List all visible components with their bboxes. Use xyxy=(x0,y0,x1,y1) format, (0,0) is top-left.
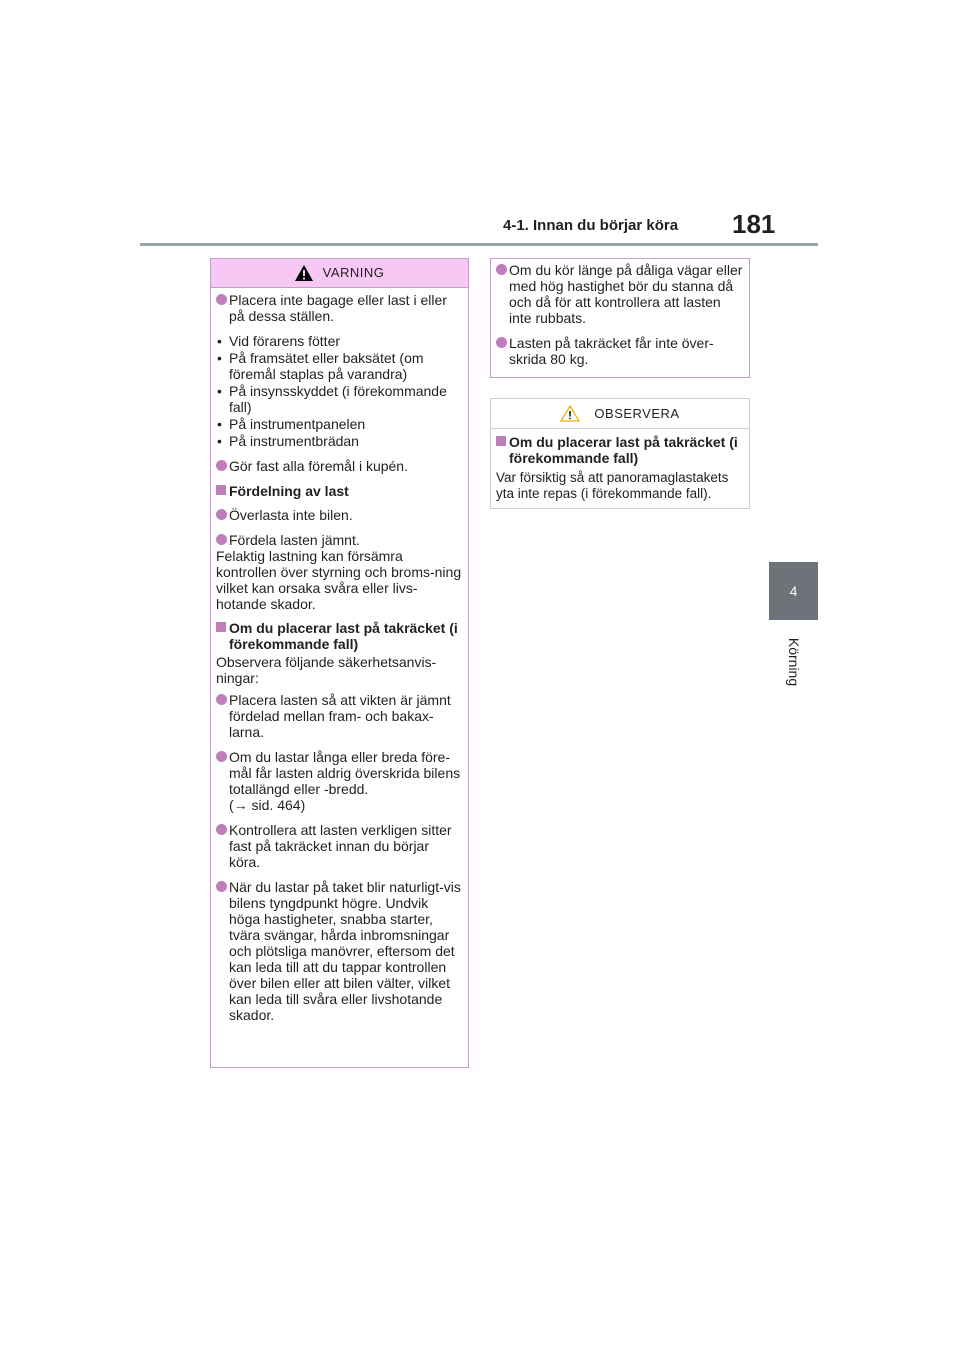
list-item xyxy=(216,292,462,324)
bullet-dot-icon xyxy=(216,534,227,545)
warning-header xyxy=(211,259,468,288)
warning-continuation-content xyxy=(491,259,749,367)
bullet-dot-icon xyxy=(216,460,227,471)
warning-title: VARNING xyxy=(322,265,385,280)
bullet-dot-icon xyxy=(216,694,227,705)
sub-item xyxy=(216,416,462,432)
item-text: Kontrollera att lasten verkligen sitter fast på takräcket innan du börjar köra. xyxy=(229,822,452,870)
list-item xyxy=(216,879,462,1023)
paragraph: Var försiktig så att panoramaglastakets yta inte repas (i förekommande fall). xyxy=(496,470,729,501)
header-divider xyxy=(140,243,818,246)
bullet-dot-icon xyxy=(496,337,507,348)
item-text: Lasten på takräcket får inte över-skrida 80 kg. xyxy=(509,335,714,367)
bullet-dot-icon xyxy=(216,881,227,892)
sub-item xyxy=(216,350,462,382)
caution-triangle-icon xyxy=(560,405,580,422)
page-number: 181 xyxy=(732,209,776,239)
chapter-tab: 4 xyxy=(769,562,818,620)
sub-item xyxy=(216,333,462,349)
sub-item xyxy=(216,383,462,415)
notice-header xyxy=(491,399,749,429)
sub-item xyxy=(216,433,462,449)
heading-text: Om du placerar last på takräcket (i förekommande fall) xyxy=(229,620,458,652)
section-title: 4-1. Innan du börjar köra xyxy=(503,217,679,234)
paragraph: Observera följande säkerhetsanvis-ningar: xyxy=(216,654,437,686)
list-item xyxy=(216,458,462,474)
heading-text: Fördelning av last xyxy=(229,483,349,499)
list-item xyxy=(496,262,743,326)
section-heading xyxy=(216,483,462,499)
sub-item-text: På framsätet eller baksätet (om föremål staplas på varandra) xyxy=(229,350,424,382)
bullet-dot-icon xyxy=(496,264,507,275)
notice-title: OBSERVERA xyxy=(594,405,680,421)
page-reference: (→ sid. 464) xyxy=(229,797,306,813)
section-heading xyxy=(496,434,743,466)
chapter-label-text: Körning xyxy=(786,637,802,687)
heading-square-icon xyxy=(496,436,506,446)
item-text: Gör fast alla föremål i kupén. xyxy=(229,458,408,474)
list-item xyxy=(216,532,462,548)
warning-content xyxy=(211,288,468,1023)
paragraph: Felaktig lastning kan försämra kontrollen över styrning och broms-ning vilket kan orsaka svåra eller livs-hotande skador. xyxy=(216,548,462,612)
bullet-dot-icon xyxy=(216,294,227,305)
item-text: Om du lastar långa eller breda före-mål får lasten aldrig överskrida bilens totallängd eller -bredd. xyxy=(229,749,461,797)
sub-item-text: På instrumentpanelen xyxy=(229,416,366,432)
warning-box xyxy=(210,258,469,1068)
bullet-dot-icon xyxy=(216,824,227,835)
section-heading xyxy=(216,620,462,652)
sub-bullet: • xyxy=(217,350,222,366)
sub-item-text: På insynsskyddet (i förekommande fall) xyxy=(229,383,447,415)
sub-list xyxy=(216,333,462,449)
warning-continuation-box xyxy=(490,258,750,378)
chapter-label xyxy=(776,632,812,692)
sub-bullet: • xyxy=(217,433,222,449)
sub-bullet: • xyxy=(217,383,222,399)
sub-bullet: • xyxy=(217,416,222,432)
list-item xyxy=(216,507,462,523)
item-text: Placera inte bagage eller last i eller på dessa ställen. xyxy=(229,292,447,324)
sub-item-text: Vid förarens fötter xyxy=(229,333,341,349)
list-item xyxy=(216,692,462,740)
sub-bullet: • xyxy=(217,333,222,349)
item-text: Placera lasten så att vikten är jämnt fördelad mellan fram- och bakax-larna. xyxy=(229,692,451,740)
heading-text: Om du placerar last på takräcket (i förekommande fall) xyxy=(509,434,738,466)
list-item xyxy=(216,749,462,813)
list-item xyxy=(216,822,462,870)
item-text: Om du kör länge på dåliga vägar eller med hög hastighet bör du stanna då och då för att kontrollera att lasten inte rubbats. xyxy=(509,262,743,326)
warning-triangle-icon xyxy=(295,265,313,281)
notice-box xyxy=(490,398,750,509)
bullet-dot-icon xyxy=(216,751,227,762)
bullet-dot-icon xyxy=(216,509,227,520)
item-text: Överlasta inte bilen. xyxy=(229,507,353,523)
item-text: Fördela lasten jämnt. xyxy=(229,532,360,548)
heading-square-icon xyxy=(216,622,226,632)
item-text: När du lastar på taket blir naturligt-vis bilens tyngdpunkt högre. Undvik höga hastigheter, snabba starter, tvära svängar, hårda inbromsningar och plötsliga manövrer, eftersom det kan leda till att du tappar kontrollen över bilen eller att bilen välter, vilket kan leda till svåra eller livshotande skador. xyxy=(229,879,461,1023)
notice-content xyxy=(491,429,749,502)
list-item xyxy=(496,335,743,367)
heading-square-icon xyxy=(216,485,226,495)
sub-item-text: På instrumentbrädan xyxy=(229,433,359,449)
